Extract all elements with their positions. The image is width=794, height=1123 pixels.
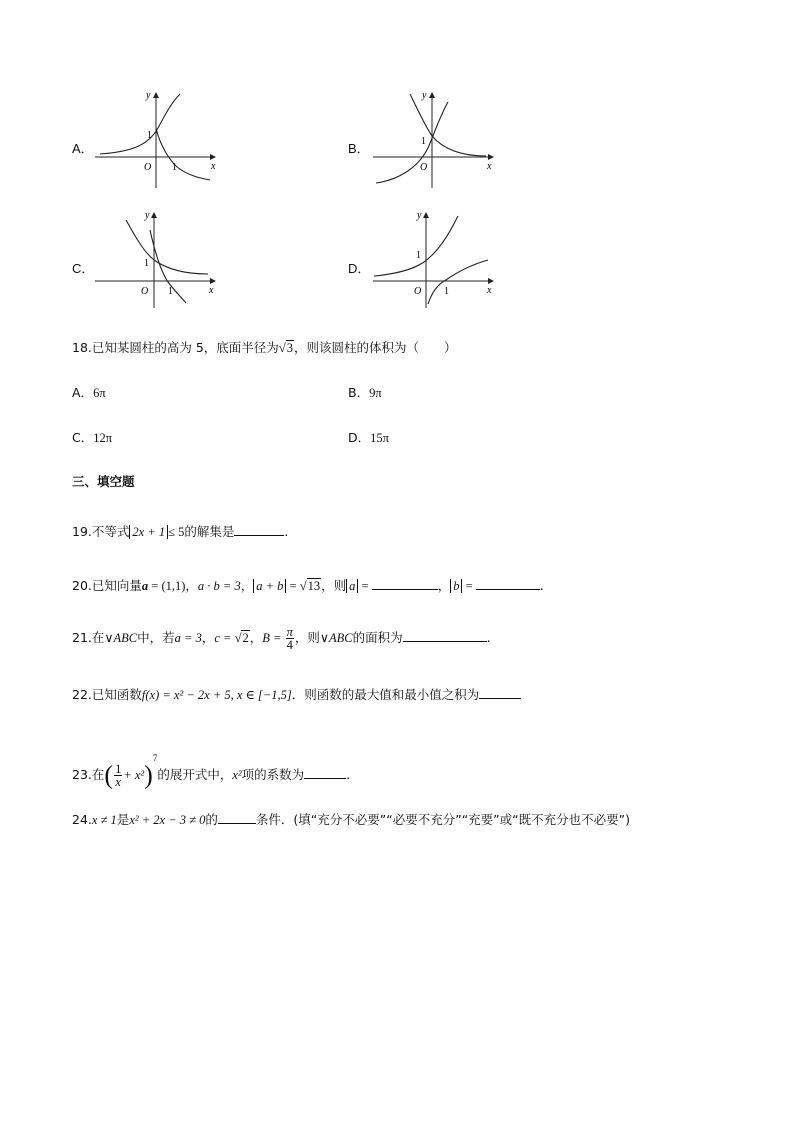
option-label: D． [348, 430, 371, 445]
question-22 [72, 685, 521, 703]
question-20: 20.已知向量a = (1,1)，a · b = 3， a + b = √13，则 a = ， b = . [72, 578, 544, 593]
q23-tail: 项的系数为 [241, 767, 305, 782]
origin-label: O [420, 162, 428, 173]
q24-cond1: x ≠ 1 [91, 813, 117, 827]
answer-blank-b[interactable] [476, 577, 540, 590]
y-label: y [417, 210, 422, 221]
q22-prefix: 22.已知函数 [72, 687, 142, 702]
option-value: 12π [93, 431, 113, 445]
q23-plus: + x² [123, 768, 145, 782]
tick-y-1: 1 [147, 130, 152, 141]
q22-tail: ．则函数的最大值和最小值之积为 [291, 687, 480, 702]
answer-blank[interactable] [403, 629, 487, 642]
q19-end: . [284, 524, 289, 539]
exp-curve [374, 216, 458, 276]
q23-fraction [114, 763, 122, 788]
question-24 [72, 810, 630, 828]
option-d-label: D． [348, 261, 371, 276]
q20-abs-sum: a + b [253, 579, 286, 593]
option-value: 15π [370, 431, 389, 445]
q19-prefix: 19.不等式 [72, 524, 130, 539]
q18-option-a[interactable] [72, 383, 106, 401]
question-21: 21.在∨ABC中，若a = 3，c = √2，B = $\frac{\pi}{4}$ ，则∨ABC的面积为 . [72, 625, 491, 652]
q24-is: 是 [116, 812, 130, 827]
option-value: 6π [93, 386, 106, 400]
q20-abs-a: a [346, 579, 358, 593]
q21-triangle: ABC [328, 631, 353, 645]
origin-label: O [141, 286, 149, 297]
q18-stem-end: ，则该圆柱的体积为（ ） [293, 340, 457, 355]
q20-eq3: = [358, 579, 372, 593]
option-a-label: A． [72, 141, 94, 156]
q19-suffix: 的解集是 [184, 524, 235, 539]
q24-tail: 条件．(填“充分不必要”“必要不充分”“充要”或“既不充分也不必要”) [255, 812, 630, 827]
q20-eq2: = [286, 579, 300, 593]
option-label: A． [72, 385, 94, 400]
question-23: 23.在( $\frac{1}{x}$ + x²)$^7$的展开式中，x²项的系数为 . [72, 753, 351, 790]
numerator: 1 [115, 762, 122, 776]
x-label: x [487, 161, 492, 172]
q20-comma: ， [437, 578, 451, 593]
q20-sep: ， [240, 578, 254, 593]
q21-end: . [486, 630, 491, 645]
q21-tail: 的面积为 [352, 630, 403, 645]
q18-sqrt-value: 3 [286, 341, 293, 355]
q19-abs-expr: 2x + 1 [129, 525, 168, 539]
rising-curve [376, 102, 448, 183]
denominator: x [115, 775, 121, 789]
x-label: x [211, 161, 216, 172]
q22-function: f(x) = x² − 2x + 5, x ∈ [−1,5] [141, 688, 292, 702]
q20-end: . [539, 578, 544, 593]
q20-vector-a: a [141, 579, 149, 593]
x-label: x [209, 285, 214, 296]
q20-eq4: = [462, 579, 476, 593]
answer-blank[interactable] [304, 766, 346, 779]
numerator: π [286, 625, 293, 639]
q23-term: x² [232, 768, 242, 782]
y-label: y [146, 90, 151, 101]
option-b-label: B． [348, 141, 370, 156]
q21-sep: ， [201, 630, 215, 645]
q21-fraction [286, 626, 294, 651]
answer-blank-a[interactable] [372, 577, 438, 590]
tick-x-1: 1 [168, 286, 173, 297]
graph-b [368, 88, 498, 188]
answer-blank[interactable] [234, 523, 284, 536]
tick-x-1: 1 [444, 286, 449, 297]
option-label: C． [72, 430, 94, 445]
graph-c [90, 208, 220, 308]
answer-blank[interactable] [479, 686, 521, 699]
q20-sqrt-value: 13 [307, 579, 321, 593]
q21-sep: ， [249, 630, 263, 645]
q21-a: a = 3 [174, 631, 202, 645]
q24-prefix: 24. [72, 812, 92, 827]
q23-exponent: 7 [152, 753, 158, 763]
section-heading: 三、填空题 [72, 474, 135, 489]
exp-curve [100, 94, 180, 154]
q23-end: . [346, 767, 351, 782]
q20-then: ，则 [321, 578, 347, 593]
answer-blank[interactable] [218, 811, 256, 824]
q19-rel: ≤ 5 [168, 525, 185, 539]
q20-abs-b: b [450, 579, 462, 593]
tick-x-1: 1 [172, 162, 177, 173]
question-19 [72, 522, 288, 540]
q24-cond2: x² + 2x − 3 ≠ 0 [129, 813, 206, 827]
tick-y-1: 1 [144, 258, 149, 269]
q21-prefix: 21.在∨ [72, 630, 114, 645]
tick-y-1: 1 [421, 136, 426, 147]
q21-sqrt-value: 2 [242, 631, 249, 645]
q21-c: c = [214, 631, 235, 645]
q21-B: B = [262, 631, 285, 645]
q20-eq1: = (1,1) [148, 579, 186, 593]
q18-option-c[interactable] [72, 428, 112, 446]
option-value: 9π [369, 386, 382, 400]
origin-label: O [144, 162, 152, 173]
q18-stem: 18.已知某圆柱的高为 5，底面半径为 [72, 340, 279, 355]
q23-prefix: 23.在 [72, 767, 105, 782]
q21-mid: 中，若 [137, 630, 175, 645]
q20-dot: a · b = 3 [197, 579, 241, 593]
log-curve [156, 128, 210, 180]
option-c-label: C． [72, 261, 95, 276]
question-18: 18.已知某圆柱的高为 5，底面半径为√3，则该圆柱的体积为（ ） [72, 340, 457, 355]
x-label: x [487, 285, 492, 296]
q20-prefix: 20.已知向量 [72, 578, 142, 593]
q23-mid: 的展开式中， [157, 767, 233, 782]
origin-label: O [414, 286, 422, 297]
y-label: y [145, 210, 150, 221]
graph-a [90, 88, 220, 188]
y-label: y [422, 90, 427, 101]
q18-option-d[interactable] [348, 428, 389, 446]
log-curve [428, 260, 488, 304]
q21-triangle: ABC [113, 631, 138, 645]
graph-d [368, 208, 498, 308]
decay-curve [126, 220, 208, 274]
denominator: 4 [286, 638, 293, 652]
tick-y-1: 1 [416, 250, 421, 261]
q18-option-b[interactable] [348, 383, 382, 401]
q20-sep: ， [185, 578, 198, 593]
option-label: B． [348, 385, 370, 400]
q21-then: ，则∨ [294, 630, 329, 645]
q24-of: 的 [205, 812, 218, 827]
